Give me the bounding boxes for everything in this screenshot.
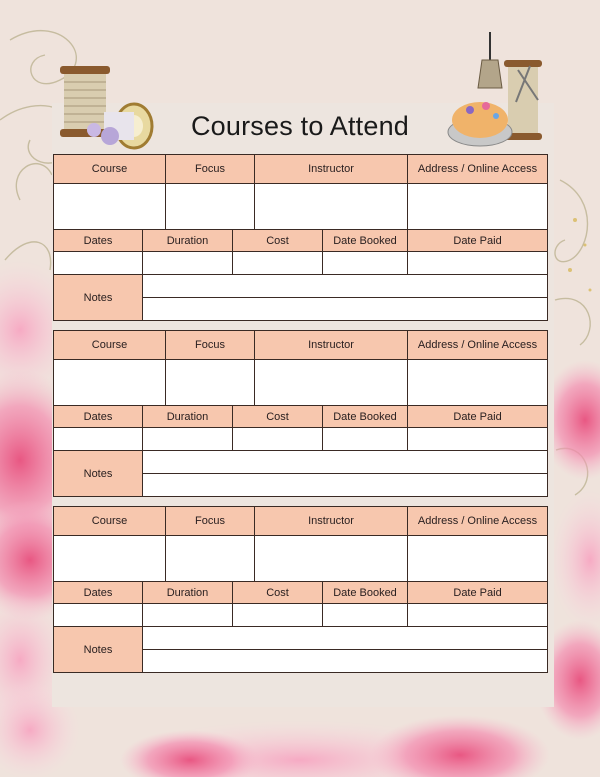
header-course: Course — [54, 331, 166, 360]
header-focus: Focus — [166, 507, 255, 536]
header-date-paid: Date Paid — [408, 230, 548, 252]
address-field[interactable] — [408, 184, 548, 230]
header-duration: Duration — [143, 582, 233, 604]
header-duration: Duration — [143, 406, 233, 428]
header-cost: Cost — [233, 406, 323, 428]
address-field[interactable] — [408, 360, 548, 406]
header-focus: Focus — [166, 331, 255, 360]
header-notes: Notes — [54, 451, 143, 497]
dates-field[interactable] — [54, 604, 143, 627]
cost-field[interactable] — [233, 428, 323, 451]
header-notes: Notes — [54, 627, 143, 673]
instructor-field[interactable] — [255, 184, 408, 230]
date-paid-field[interactable] — [408, 428, 548, 451]
notes-line[interactable] — [143, 650, 548, 673]
focus-field[interactable] — [166, 184, 255, 230]
focus-field[interactable] — [166, 360, 255, 406]
header-focus: Focus — [166, 155, 255, 184]
focus-field[interactable] — [166, 536, 255, 582]
address-field[interactable] — [408, 536, 548, 582]
date-paid-field[interactable] — [408, 252, 548, 275]
header-address: Address / Online Access — [408, 331, 548, 360]
notes-line[interactable] — [143, 451, 548, 474]
dates-field[interactable] — [54, 252, 143, 275]
header-address: Address / Online Access — [408, 155, 548, 184]
header-dates: Dates — [54, 582, 143, 604]
instructor-field[interactable] — [255, 536, 408, 582]
header-dates: Dates — [54, 230, 143, 252]
notes-line[interactable] — [143, 627, 548, 650]
header-course: Course — [54, 507, 166, 536]
header-date-paid: Date Paid — [408, 406, 548, 428]
duration-field[interactable] — [143, 252, 233, 275]
course-field[interactable] — [54, 360, 166, 406]
duration-field[interactable] — [143, 428, 233, 451]
course-block-1 — [53, 154, 548, 321]
course-field[interactable] — [54, 184, 166, 230]
date-booked-field[interactable] — [323, 252, 408, 275]
page-title: Courses to Attend — [190, 111, 410, 141]
header-date-booked: Date Booked — [323, 582, 408, 604]
course-block-3 — [53, 506, 548, 673]
header-dates: Dates — [54, 406, 143, 428]
header-duration: Duration — [143, 230, 233, 252]
notes-line[interactable] — [143, 275, 548, 298]
cost-field[interactable] — [233, 604, 323, 627]
date-booked-field[interactable] — [323, 604, 408, 627]
instructor-field[interactable] — [255, 360, 408, 406]
header-instructor: Instructor — [255, 155, 408, 184]
header-cost: Cost — [233, 230, 323, 252]
header-date-booked: Date Booked — [323, 230, 408, 252]
course-field[interactable] — [54, 536, 166, 582]
header-instructor: Instructor — [255, 331, 408, 360]
header-date-paid: Date Paid — [408, 582, 548, 604]
header-address: Address / Online Access — [408, 507, 548, 536]
duration-field[interactable] — [143, 604, 233, 627]
header-date-booked: Date Booked — [323, 406, 408, 428]
course-block-2 — [53, 330, 548, 497]
date-paid-field[interactable] — [408, 604, 548, 627]
header-cost: Cost — [233, 582, 323, 604]
cost-field[interactable] — [233, 252, 323, 275]
notes-line[interactable] — [143, 474, 548, 497]
date-booked-field[interactable] — [323, 428, 408, 451]
notes-line[interactable] — [143, 298, 548, 321]
header-instructor: Instructor — [255, 507, 408, 536]
header-course: Course — [54, 155, 166, 184]
header-notes: Notes — [54, 275, 143, 321]
dates-field[interactable] — [54, 428, 143, 451]
